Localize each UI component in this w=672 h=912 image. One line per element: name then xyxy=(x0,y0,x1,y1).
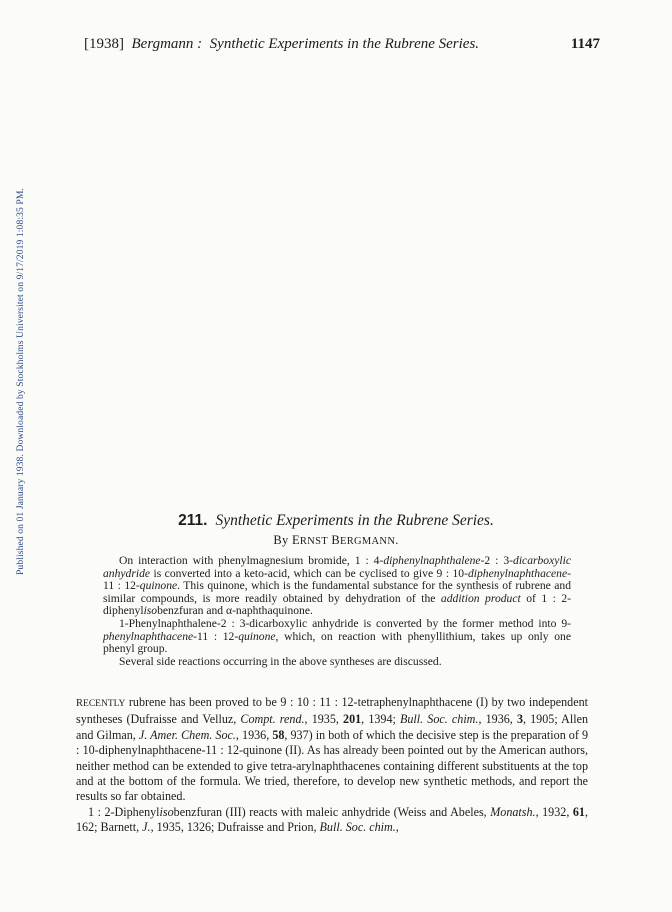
body-paragraph-1: RECENTLY rubrene has been proved to be 9 : 10 : 11 : 12-tetraphenylnaphthacene (I) by two independent syntheses (Dufraisse and Velluz, Compt. rend., 1935, 201, 1394; Bull. Soc. chim., 1936, 3, 1905; Allen and Gilman, J. Amer. Chem. Soc., 1936, 58, 937) in both of which the decisive step is the preparation of 9 : 10-diphenylnaphthacene-11 : 12-quinone (II). As has already been pointed out by the American authors, neither method can be extended to give tetra-arylnaphthacenes containing different substituents at the top and at the bottom of the formula. We tried, therefore, to develop new synthetic methods, and report the results so far obtained. xyxy=(76,695,589,804)
article-number: 211. xyxy=(178,512,208,529)
body-paragraph-2: 1 : 2-Diphenylisobenzfuran (III) reacts with maleic anhydride (Weiss and Abeles, Monatsh., 1932, 61, 162; Barnett, J., 1935, 1326; Dufraisse and Prion, Bull. Soc. chim., xyxy=(76,804,588,835)
author-name: ERNST BERGMANN. xyxy=(291,533,399,547)
author-by: By xyxy=(273,533,289,547)
abstract-paragraph-2: 1-Phenylnaphthalene-2 : 3-dicarboxylic anhydride is converted by the former method into 9-phenylnaphthacene-11 : 12-quinone, which, on reaction with phenyllithium, takes up only one phenyl group. xyxy=(103,616,571,656)
abstract-paragraph-1: On interaction with phenylmagnesium bromide, 1 : 4-diphenylnaphthalene-2 : 3-dicarboxylic anhydride is converted into a keto-acid, which can be cyclised to give 9 : 10-diphenylnaphthacene-11 : 12-quinone. This quinone, which is the fundamental substance for the synthesis of rubrene and similar compounds, is more readily obtained by dehydration of the addition product of 1 : 2-diphenylisobenzfuran and α-naphthaquinone. xyxy=(103,554,571,618)
author-line xyxy=(0,533,672,548)
article-title-text: Synthetic Experiments in the Rubrene Series. xyxy=(215,512,494,529)
download-watermark: Published on 01 January 1938. Downloaded by Stockholms Universitet on 9/17/2019 1:08:35 PM. xyxy=(15,188,26,575)
page-number: 1147 xyxy=(570,36,600,52)
abstract-paragraph-3: Several side reactions occurring in the above syntheses are discussed. xyxy=(119,654,442,668)
running-header-text: [1938] Bergmann : Synthetic Experiments in the Rubrene Series. xyxy=(84,36,480,52)
body-text xyxy=(76,695,588,836)
abstract xyxy=(103,555,571,668)
article-title xyxy=(0,512,672,530)
running-header xyxy=(84,35,600,53)
